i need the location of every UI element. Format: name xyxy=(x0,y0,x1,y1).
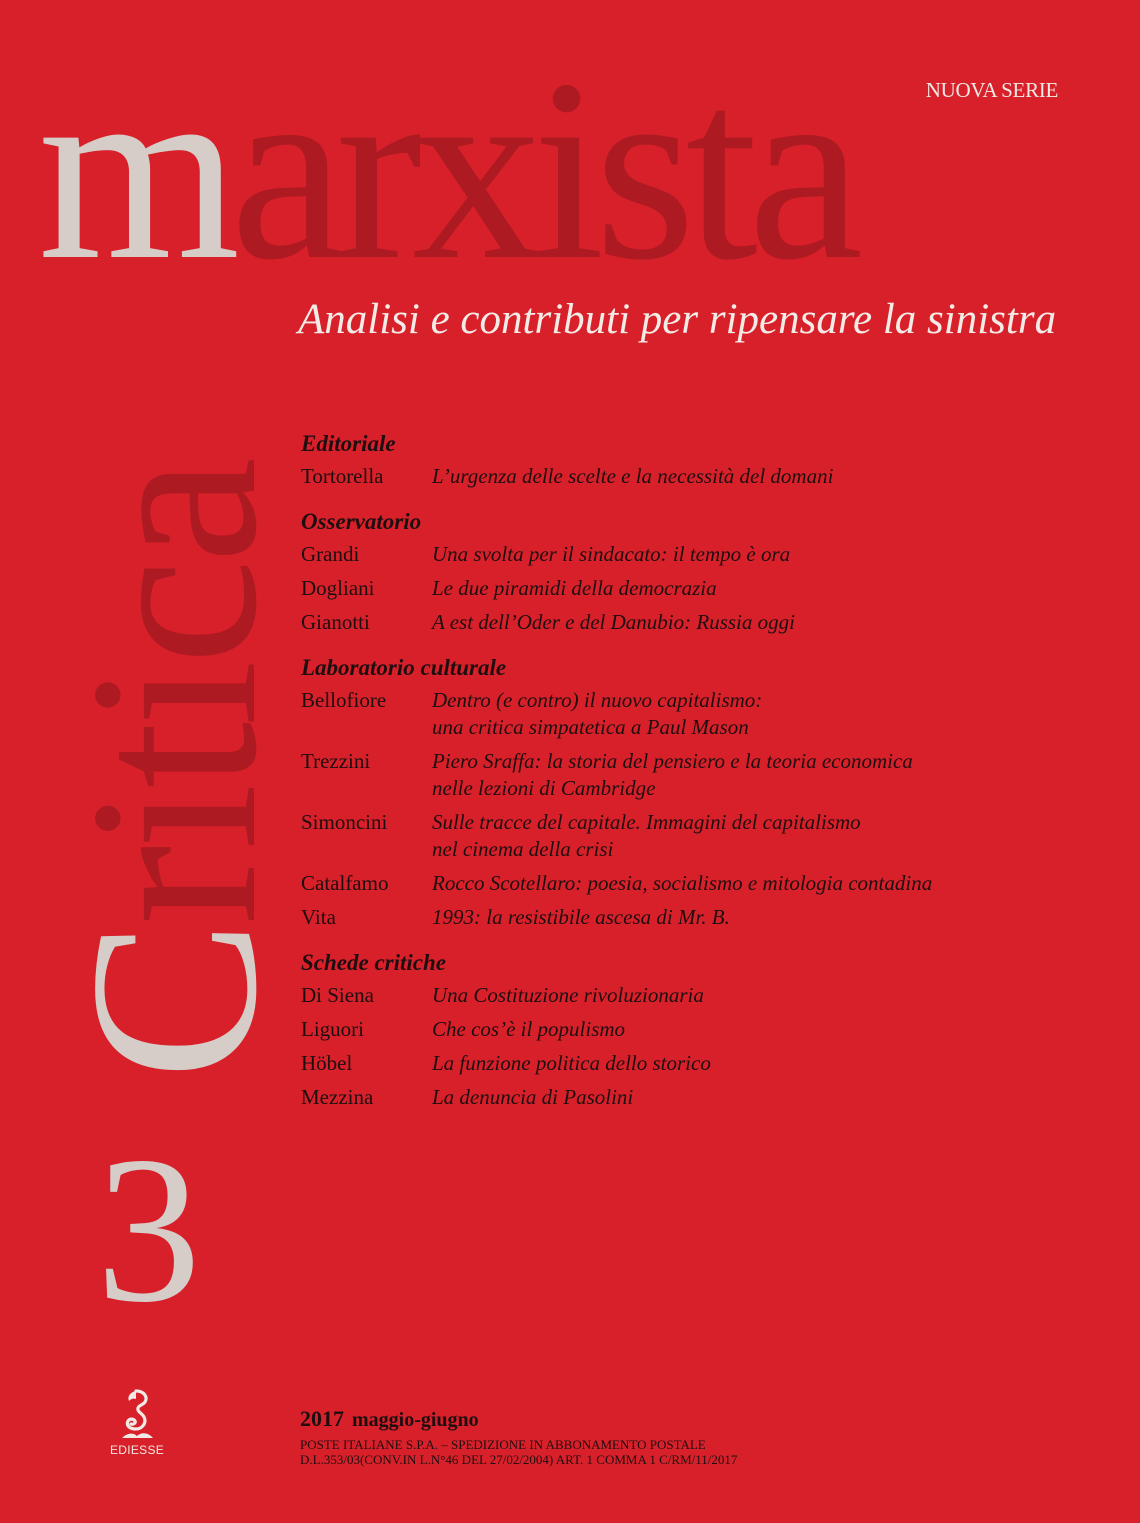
spine-initial: C xyxy=(40,924,306,1080)
toc-entry xyxy=(301,541,1121,568)
toc-entry-author: Simoncini xyxy=(301,810,388,834)
postal-notice-line-2: D.L.353/03(CONV.IN L.N°46 DEL 27/02/2004) ART. 1 COMMA 1 C/RM/11/2017 xyxy=(300,1452,738,1467)
seahorse-logo-icon xyxy=(114,1388,160,1442)
toc-section-title: Schede critiche xyxy=(301,950,446,975)
masthead-title xyxy=(38,26,854,314)
toc-entry xyxy=(301,870,1121,897)
toc-entry xyxy=(301,1016,1121,1043)
table-of-contents xyxy=(301,430,1121,1129)
toc-entry-title: A est dell’Oder e del Danubio: Russia oggi xyxy=(432,610,795,634)
toc-entry xyxy=(301,748,1121,802)
toc-entry-author: Vita xyxy=(301,905,336,929)
spine-rest: ritica xyxy=(40,461,306,925)
toc-entry-title: L’urgenza delle scelte e la necessità del domani xyxy=(432,464,834,488)
toc-entry-author: Catalfamo xyxy=(301,871,389,895)
issue-number: 3 xyxy=(96,1114,201,1346)
toc-entry-title: La funzione politica dello storico xyxy=(432,1051,711,1075)
toc-entry-author: Trezzini xyxy=(301,749,371,773)
toc-entry-author: Tortorella xyxy=(301,464,384,488)
toc-entry-author: Bellofiore xyxy=(301,688,387,712)
postal-notice-line-1: POSTE ITALIANE S.P.A. – SPEDIZIONE IN ABBONAMENTO POSTALE xyxy=(300,1437,706,1452)
toc-entry xyxy=(301,809,1121,863)
toc-entry-title: 1993: la resistibile ascesa di Mr. B. xyxy=(432,905,730,929)
toc-entry-title: Le due piramidi della democrazia xyxy=(432,576,717,600)
toc-entry xyxy=(301,1084,1121,1111)
toc-section xyxy=(301,430,1121,490)
subtitle: Analisi e contributi per ripensare la sinistra xyxy=(298,296,1057,343)
series-label: NUOVA SERIE xyxy=(925,78,1058,102)
toc-entry-title: Sulle tracce del capitale. Immagini del capitalismo nel cinema della crisi xyxy=(432,810,861,861)
publisher-name: EDIESSE xyxy=(109,1443,165,1457)
toc-section-title: Laboratorio culturale xyxy=(301,655,507,680)
toc-entry-title: Che cos’è il populismo xyxy=(432,1017,626,1041)
toc-entry-author: Di Siena xyxy=(301,983,374,1007)
footer xyxy=(300,1406,1100,1467)
toc-entry-title: La denuncia di Pasolini xyxy=(432,1085,634,1109)
toc-entry-author: Höbel xyxy=(301,1051,353,1075)
toc-entry-title: Rocco Scotellaro: poesia, socialismo e mitologia contadina xyxy=(432,871,933,895)
toc-entry-author: Dogliani xyxy=(301,576,375,600)
toc-entry xyxy=(301,982,1121,1009)
toc-entry xyxy=(301,575,1121,602)
toc-entry-author: Mezzina xyxy=(301,1085,374,1109)
toc-section xyxy=(301,508,1121,636)
toc-entry-author: Gianotti xyxy=(301,610,370,634)
toc-section xyxy=(301,949,1121,1111)
toc-section-title: Editoriale xyxy=(301,431,396,456)
publisher-logo xyxy=(104,1388,170,1457)
toc-entry-title: Dentro (e contro) il nuovo capitalismo: una critica simpatetica a Paul Mason xyxy=(432,688,763,739)
masthead-rest: arxista xyxy=(230,26,854,314)
masthead-initial: m xyxy=(38,26,231,314)
issue-period: maggio-giugno xyxy=(352,1409,479,1431)
toc-entry-author: Liguori xyxy=(301,1017,364,1041)
toc-entry-title: Una svolta per il sindacato: il tempo è ora xyxy=(432,542,791,566)
toc-entry-author: Grandi xyxy=(301,542,360,566)
toc-entry xyxy=(301,609,1121,636)
toc-entry xyxy=(301,1050,1121,1077)
toc-section xyxy=(301,654,1121,931)
issue-year: 2017 xyxy=(300,1406,344,1431)
toc-entry-title: Una Costituzione rivoluzionaria xyxy=(432,983,704,1007)
spine-title xyxy=(40,320,306,1080)
toc-entry xyxy=(301,687,1121,741)
toc-section-title: Osservatorio xyxy=(301,509,422,534)
toc-entry xyxy=(301,463,1121,490)
toc-entry xyxy=(301,904,1121,931)
toc-entry-title: Piero Sraffa: la storia del pensiero e la teoria economica nelle lezioni di Cambridge xyxy=(432,749,913,800)
issue-date xyxy=(300,1406,1100,1433)
